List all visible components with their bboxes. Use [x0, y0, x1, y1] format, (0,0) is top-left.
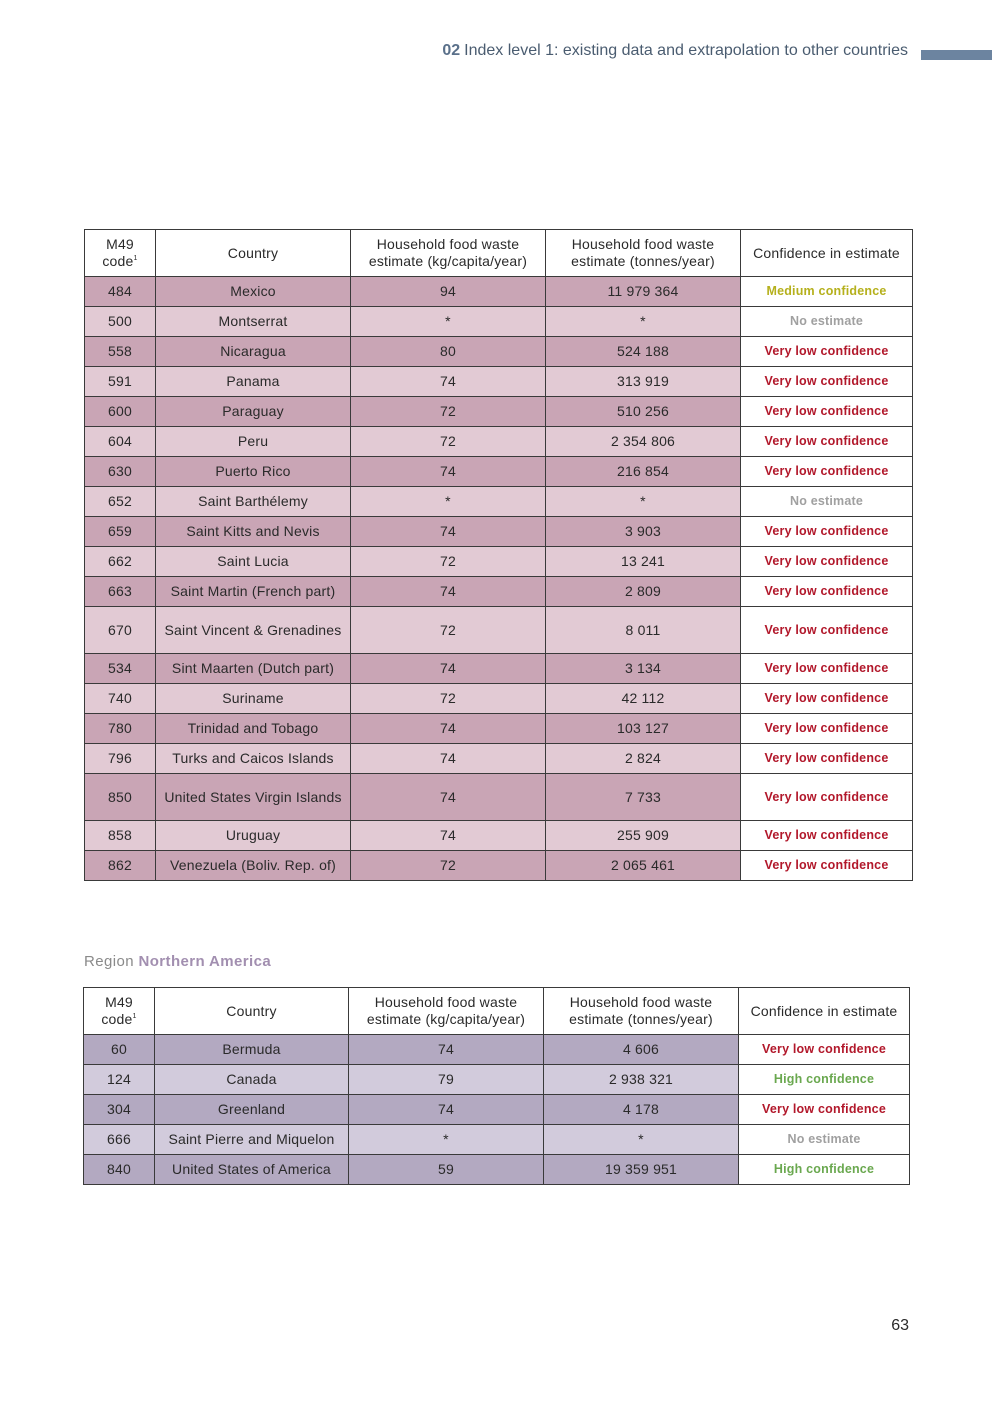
- cell-kg: 80: [351, 337, 546, 367]
- cell-kg: 79: [349, 1065, 544, 1095]
- cell-tonnes: 103 127: [546, 714, 741, 744]
- cell-kg: 74: [351, 714, 546, 744]
- cell-code: 740: [85, 684, 156, 714]
- table-row: [85, 337, 913, 367]
- cell-kg: 72: [351, 684, 546, 714]
- cell-confidence: Very low confidence: [741, 851, 913, 881]
- cell-country: Uruguay: [156, 821, 351, 851]
- cell-code: 840: [84, 1155, 155, 1185]
- table-row: [85, 487, 913, 517]
- table-row: [85, 307, 913, 337]
- cell-confidence: Very low confidence: [741, 547, 913, 577]
- table-row: [85, 517, 913, 547]
- cell-country: Puerto Rico: [156, 457, 351, 487]
- cell-country: Panama: [156, 367, 351, 397]
- table-row: [84, 1095, 910, 1125]
- cell-tonnes: 4 178: [544, 1095, 739, 1125]
- cell-code: 630: [85, 457, 156, 487]
- cell-kg: *: [351, 307, 546, 337]
- cell-country: Sint Maarten (Dutch part): [156, 654, 351, 684]
- cell-confidence: Very low confidence: [741, 654, 913, 684]
- table-row: [84, 1065, 910, 1095]
- table-row: [85, 684, 913, 714]
- cell-country: Suriname: [156, 684, 351, 714]
- cell-country: Paraguay: [156, 397, 351, 427]
- table-row: [85, 607, 913, 654]
- table-row: [84, 1125, 910, 1155]
- cell-kg: 94: [351, 277, 546, 307]
- cell-kg: *: [349, 1125, 544, 1155]
- cell-kg: *: [351, 487, 546, 517]
- cell-country: Saint Martin (French part): [156, 577, 351, 607]
- cell-confidence: Very low confidence: [741, 744, 913, 774]
- cell-confidence: No estimate: [739, 1125, 910, 1155]
- cell-confidence: No estimate: [741, 487, 913, 517]
- table-header-row: [85, 230, 913, 277]
- cell-kg: 72: [351, 607, 546, 654]
- table-row: [85, 714, 913, 744]
- cell-confidence: No estimate: [741, 307, 913, 337]
- cell-code: 862: [85, 851, 156, 881]
- cell-confidence: Very low confidence: [739, 1095, 910, 1125]
- cell-confidence: Very low confidence: [741, 517, 913, 547]
- cell-country: Saint Lucia: [156, 547, 351, 577]
- cell-kg: 74: [349, 1095, 544, 1125]
- col-header-confidence: Confidence in estimate: [741, 230, 913, 277]
- table-row: [85, 367, 913, 397]
- cell-code: 600: [85, 397, 156, 427]
- cell-tonnes: 2 824: [546, 744, 741, 774]
- cell-country: United States of America: [155, 1155, 349, 1185]
- cell-confidence: Very low confidence: [741, 367, 913, 397]
- cell-kg: 74: [351, 367, 546, 397]
- cell-tonnes: 510 256: [546, 397, 741, 427]
- cell-tonnes: 2 065 461: [546, 851, 741, 881]
- cell-country: Saint Vincent & Grenadines: [156, 607, 351, 654]
- cell-tonnes: 13 241: [546, 547, 741, 577]
- cell-country: Mexico: [156, 277, 351, 307]
- table-row: [85, 577, 913, 607]
- cell-kg: 74: [351, 517, 546, 547]
- header-accent-bar: [921, 50, 992, 60]
- cell-kg: 59: [349, 1155, 544, 1185]
- cell-kg: 72: [351, 397, 546, 427]
- cell-tonnes: *: [544, 1125, 739, 1155]
- section-number: 02: [442, 42, 461, 59]
- table-row: [85, 821, 913, 851]
- cell-code: 591: [85, 367, 156, 397]
- cell-confidence: Very low confidence: [741, 774, 913, 821]
- table-row: [85, 654, 913, 684]
- col-header-kg: Household food waste estimate (kg/capita/year): [349, 988, 544, 1035]
- cell-country: Nicaragua: [156, 337, 351, 367]
- cell-tonnes: 313 919: [546, 367, 741, 397]
- cell-tonnes: 4 606: [544, 1035, 739, 1065]
- page-number: 63: [891, 1317, 909, 1334]
- cell-tonnes: 8 011: [546, 607, 741, 654]
- cell-country: Saint Kitts and Nevis: [156, 517, 351, 547]
- cell-code: 796: [85, 744, 156, 774]
- region-name: Northern America: [138, 953, 272, 970]
- cell-country: Saint Pierre and Miquelon: [155, 1125, 349, 1155]
- cell-code: 60: [84, 1035, 155, 1065]
- food-waste-table-latin-america: [84, 229, 913, 881]
- cell-tonnes: 2 938 321: [544, 1065, 739, 1095]
- table-row: [85, 774, 913, 821]
- col-header-code: M49 code$^1$: [85, 230, 156, 277]
- cell-confidence: Very low confidence: [741, 714, 913, 744]
- cell-confidence: Very low confidence: [741, 577, 913, 607]
- table-row: [85, 744, 913, 774]
- cell-kg: 74: [351, 774, 546, 821]
- cell-kg: 74: [351, 821, 546, 851]
- running-header: [442, 42, 908, 60]
- cell-code: 670: [85, 607, 156, 654]
- cell-tonnes: 42 112: [546, 684, 741, 714]
- cell-confidence: High confidence: [739, 1065, 910, 1095]
- table-row: [85, 277, 913, 307]
- cell-tonnes: 2 354 806: [546, 427, 741, 457]
- col-header-country: Country: [156, 230, 351, 277]
- cell-confidence: Very low confidence: [741, 337, 913, 367]
- cell-country: Turks and Caicos Islands: [156, 744, 351, 774]
- cell-tonnes: 3 134: [546, 654, 741, 684]
- table-row: [85, 427, 913, 457]
- cell-confidence: Very low confidence: [741, 397, 913, 427]
- footnote-marker: 1: [132, 1013, 137, 1020]
- table-row: [85, 457, 913, 487]
- cell-country: Venezuela (Boliv. Rep. of): [156, 851, 351, 881]
- cell-code: 858: [85, 821, 156, 851]
- col-header-country: Country: [155, 988, 349, 1035]
- cell-country: Peru: [156, 427, 351, 457]
- cell-tonnes: 19 359 951: [544, 1155, 739, 1185]
- cell-tonnes: 2 809: [546, 577, 741, 607]
- region-prefix: Region: [84, 953, 134, 970]
- cell-code: 850: [85, 774, 156, 821]
- cell-code: 534: [85, 654, 156, 684]
- cell-confidence: Very low confidence: [741, 457, 913, 487]
- cell-code: 662: [85, 547, 156, 577]
- col-header-confidence: Confidence in estimate: [739, 988, 910, 1035]
- col-header-tonnes: Household food waste estimate (tonnes/year): [546, 230, 741, 277]
- cell-confidence: Very low confidence: [741, 427, 913, 457]
- cell-kg: 74: [351, 654, 546, 684]
- table-row: [85, 397, 913, 427]
- region-label: [84, 953, 271, 970]
- cell-kg: 74: [351, 744, 546, 774]
- cell-country: Montserrat: [156, 307, 351, 337]
- cell-code: 652: [85, 487, 156, 517]
- section-title: Index level 1: existing data and extrapolation to other countries: [464, 42, 908, 59]
- cell-code: 124: [84, 1065, 155, 1095]
- cell-confidence: Medium confidence: [741, 277, 913, 307]
- cell-confidence: Very low confidence: [741, 684, 913, 714]
- cell-country: Canada: [155, 1065, 349, 1095]
- cell-code: 500: [85, 307, 156, 337]
- cell-code: 659: [85, 517, 156, 547]
- cell-code: 604: [85, 427, 156, 457]
- col-header-kg: Household food waste estimate (kg/capita/year): [351, 230, 546, 277]
- cell-tonnes: 3 903: [546, 517, 741, 547]
- cell-kg: 74: [349, 1035, 544, 1065]
- table-row: [84, 1035, 910, 1065]
- cell-country: Greenland: [155, 1095, 349, 1125]
- cell-country: United States Virgin Islands: [156, 774, 351, 821]
- cell-kg: 74: [351, 577, 546, 607]
- cell-confidence: Very low confidence: [741, 607, 913, 654]
- cell-tonnes: 7 733: [546, 774, 741, 821]
- table-row: [84, 1155, 910, 1185]
- cell-country: Trinidad and Tobago: [156, 714, 351, 744]
- cell-kg: 72: [351, 851, 546, 881]
- cell-kg: 72: [351, 547, 546, 577]
- cell-tonnes: *: [546, 487, 741, 517]
- col-header-tonnes: Household food waste estimate (tonnes/year): [544, 988, 739, 1035]
- food-waste-table-northern-america: [83, 987, 910, 1185]
- cell-kg: 74: [351, 457, 546, 487]
- cell-tonnes: 255 909: [546, 821, 741, 851]
- cell-code: 304: [84, 1095, 155, 1125]
- table-header-row: [84, 988, 910, 1035]
- footnote-marker: 1: [133, 255, 138, 262]
- cell-confidence: Very low confidence: [739, 1035, 910, 1065]
- table-row: [85, 851, 913, 881]
- cell-country: Saint Barthélemy: [156, 487, 351, 517]
- cell-tonnes: 216 854: [546, 457, 741, 487]
- table-row: [85, 547, 913, 577]
- cell-confidence: High confidence: [739, 1155, 910, 1185]
- cell-tonnes: 11 979 364: [546, 277, 741, 307]
- cell-tonnes: *: [546, 307, 741, 337]
- cell-country: Bermuda: [155, 1035, 349, 1065]
- cell-kg: 72: [351, 427, 546, 457]
- col-header-code: M49 code$^1$: [84, 988, 155, 1035]
- cell-code: 666: [84, 1125, 155, 1155]
- cell-tonnes: 524 188: [546, 337, 741, 367]
- cell-code: 558: [85, 337, 156, 367]
- cell-code: 663: [85, 577, 156, 607]
- cell-code: 780: [85, 714, 156, 744]
- cell-code: 484: [85, 277, 156, 307]
- cell-confidence: Very low confidence: [741, 821, 913, 851]
